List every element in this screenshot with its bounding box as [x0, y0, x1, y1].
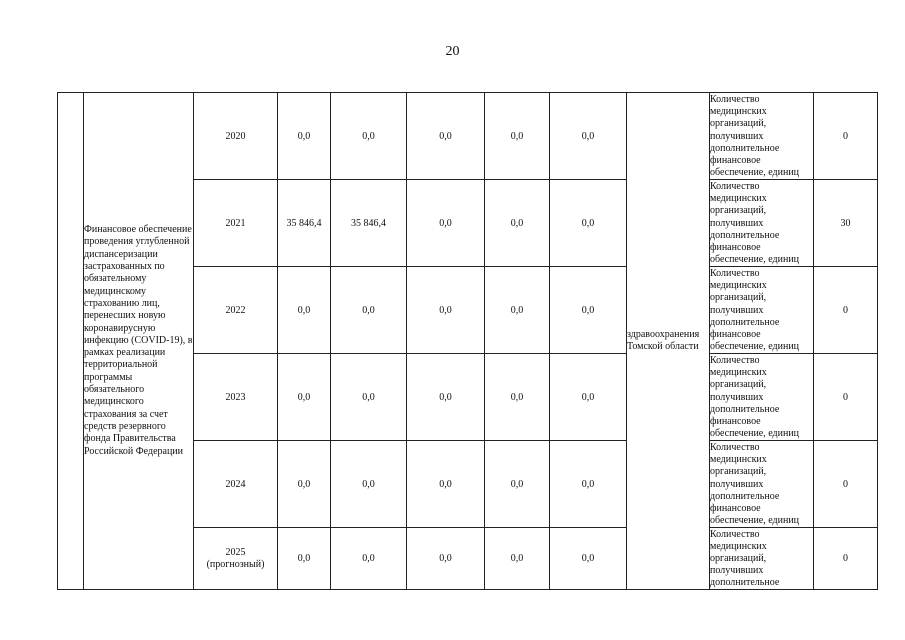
funding-cell: 0,0 — [485, 267, 550, 354]
year-cell — [194, 528, 278, 590]
funding-cell: 0,0 — [550, 93, 627, 180]
funding-cell: 0,0 — [485, 441, 550, 528]
year-value: 2020 — [225, 130, 246, 142]
indicator-cell — [710, 441, 814, 528]
funding-cell: 0,0 — [407, 267, 485, 354]
indicator-value: 0 — [814, 354, 878, 441]
funding-cell: 0,0 — [550, 441, 627, 528]
table-row — [58, 93, 878, 180]
indicator-value: 0 — [814, 528, 878, 590]
indicator-cell — [710, 528, 814, 590]
funding-cell: 0,0 — [550, 354, 627, 441]
funding-cell: 0,0 — [485, 354, 550, 441]
indicator-text: Количество медицинских организаций, получивших дополнительное финансовое обеспечение, единиц — [710, 355, 800, 439]
total-cell: 35 846,4 — [278, 180, 331, 267]
funding-cell: 0,0 — [331, 528, 407, 590]
funding-cell: 0,0 — [550, 267, 627, 354]
year-cell — [194, 354, 278, 441]
funding-cell: 0,0 — [407, 93, 485, 180]
funding-cell: 0,0 — [331, 267, 407, 354]
indicator-text: Количество медицинских организаций, получивших дополнительное финансовое обеспечение, единиц — [710, 268, 800, 352]
funding-cell: 0,0 — [407, 180, 485, 267]
year-value: 2023 — [225, 391, 246, 403]
year-note: (прогнозный) — [206, 558, 265, 570]
indicator-value: 0 — [814, 93, 878, 180]
indicator-cell — [710, 180, 814, 267]
indicator-text: Количество медицинских организаций, получивших дополнительное — [710, 528, 780, 589]
funding-cell: 0,0 — [331, 354, 407, 441]
funding-cell: 0,0 — [407, 528, 485, 590]
row-number-cell — [58, 93, 84, 590]
total-cell: 0,0 — [278, 354, 331, 441]
funding-cell: 0,0 — [485, 180, 550, 267]
funding-cell: 0,0 — [407, 441, 485, 528]
total-cell: 0,0 — [278, 441, 331, 528]
measure-description: Финансовое обеспечение проведения углубленной диспансеризации застрахованных по обязательному медицинскому страхованию лиц, перенесших новую коронавирусную инфекцию (COVID-19), в рамках реализации территориальной программы обязательного медицинского страхования за счет средств резервного фонда Правительства Российской Федерации — [84, 93, 194, 590]
funding-cell: 35 846,4 — [331, 180, 407, 267]
funding-cell: 0,0 — [331, 441, 407, 528]
year-value: 2025 — [225, 546, 246, 558]
indicator-cell — [710, 354, 814, 441]
indicator-value: 30 — [814, 180, 878, 267]
year-cell — [194, 93, 278, 180]
indicator-cell — [710, 267, 814, 354]
funding-cell: 0,0 — [485, 93, 550, 180]
year-value: 2022 — [225, 304, 246, 316]
page-number: 20 — [445, 44, 460, 59]
indicator-value: 0 — [814, 267, 878, 354]
year-value: 2021 — [225, 217, 246, 229]
total-cell: 0,0 — [278, 93, 331, 180]
program-table — [57, 92, 878, 590]
year-cell — [194, 267, 278, 354]
total-cell: 0,0 — [278, 528, 331, 590]
funding-cell: 0,0 — [407, 354, 485, 441]
indicator-text: Количество медицинских организаций, получивших дополнительное финансовое обеспечение, единиц — [710, 181, 800, 265]
funding-cell: 0,0 — [550, 180, 627, 267]
funding-cell: 0,0 — [550, 528, 627, 590]
indicator-text: Количество медицинских организаций, получивших дополнительное финансовое обеспечение, единиц — [710, 442, 800, 526]
total-cell: 0,0 — [278, 267, 331, 354]
indicator-text: Количество медицинских организаций, получивших дополнительное финансовое обеспечение, единиц — [710, 94, 800, 178]
funding-cell: 0,0 — [485, 528, 550, 590]
year-value: 2024 — [225, 478, 246, 490]
executor-cell: здравоохранения Томской области — [627, 93, 710, 590]
year-cell — [194, 441, 278, 528]
indicator-cell — [710, 93, 814, 180]
indicator-value: 0 — [814, 441, 878, 528]
year-cell — [194, 180, 278, 267]
funding-cell: 0,0 — [331, 93, 407, 180]
